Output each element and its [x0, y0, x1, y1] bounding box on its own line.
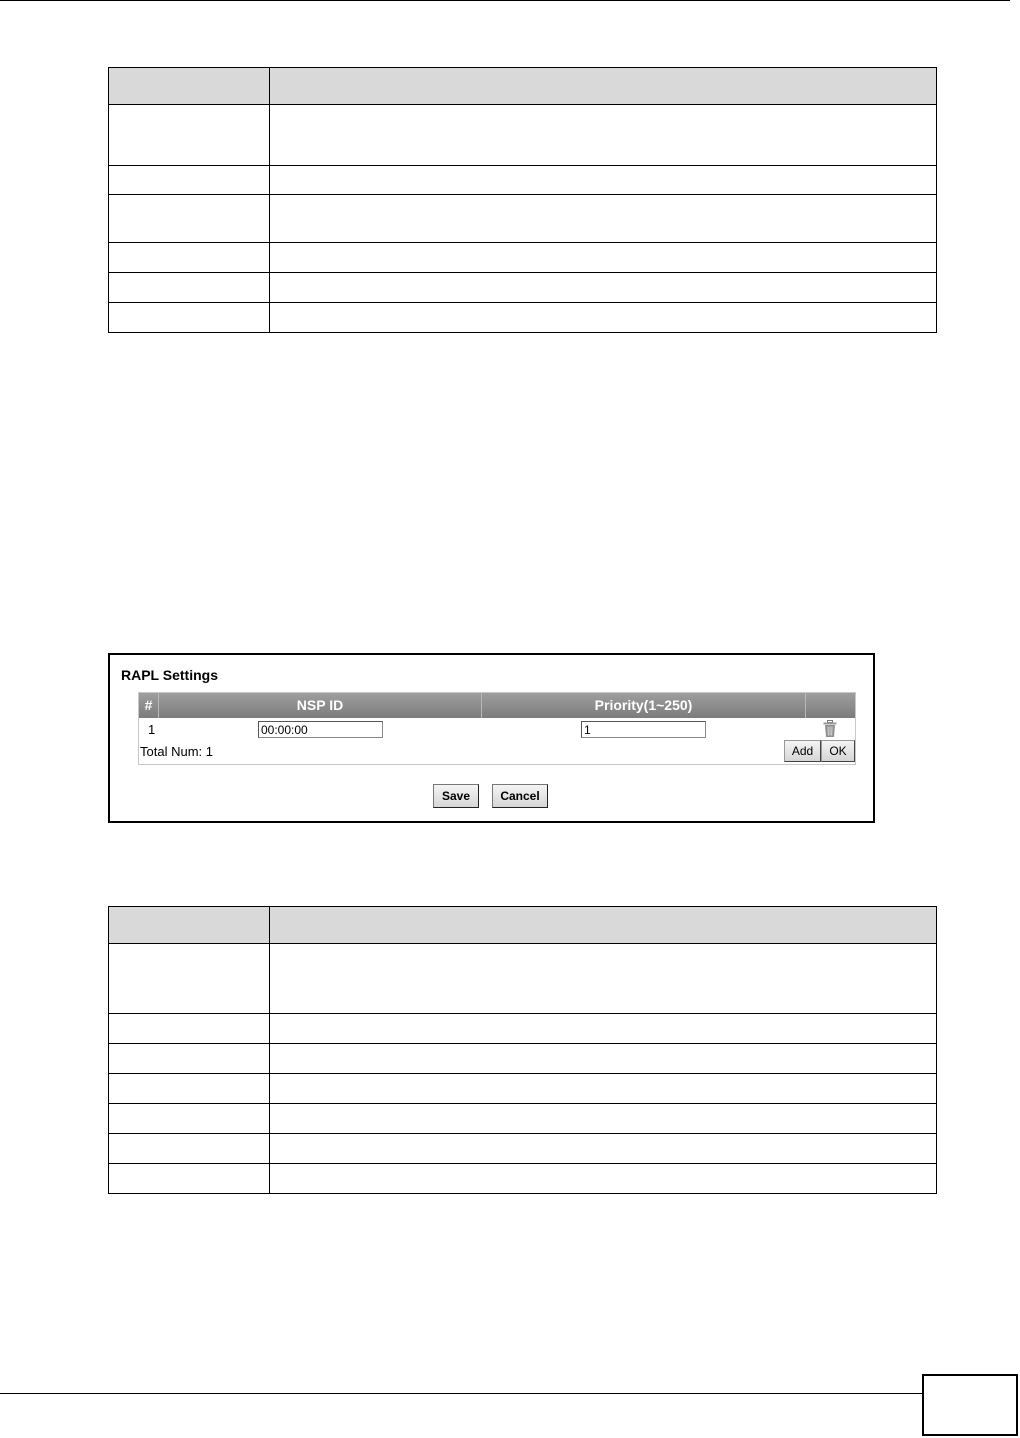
nsp-id-input[interactable] [258, 721, 383, 738]
table-header-cell [270, 68, 937, 105]
trash-icon[interactable] [823, 720, 837, 738]
table-row [109, 1014, 937, 1044]
reference-table-top [108, 67, 937, 333]
table-row [109, 195, 937, 243]
page-number-box [922, 1374, 1018, 1436]
table-cell [109, 303, 270, 333]
grid-header [139, 693, 855, 718]
table-row [109, 1134, 937, 1164]
table-cell [270, 105, 937, 166]
table-row [109, 243, 937, 273]
table-cell [109, 243, 270, 273]
table-cell [270, 1074, 937, 1104]
table-cell [109, 1014, 270, 1044]
table-header-cell [109, 907, 270, 944]
table-row [109, 1074, 937, 1104]
column-header-priority: Priority(1~250) [482, 693, 806, 718]
table-cell [109, 944, 270, 1014]
table-cell [109, 166, 270, 195]
panel-title: RAPL Settings [121, 667, 218, 683]
ok-button[interactable]: OK [821, 740, 855, 762]
table-cell [270, 1044, 937, 1074]
footer-rule [0, 1393, 922, 1394]
cancel-button[interactable]: Cancel [492, 784, 548, 808]
table-cell [270, 1134, 937, 1164]
table-cell [109, 1044, 270, 1074]
table-header-cell [109, 68, 270, 105]
nsp-priority-grid [138, 692, 856, 765]
table-cell [270, 273, 937, 303]
table-header-row [109, 68, 937, 105]
reference-table-bottom [108, 906, 937, 1194]
table-cell [109, 1104, 270, 1134]
table-row [109, 1044, 937, 1074]
table-row [109, 166, 937, 195]
table-row [109, 944, 937, 1014]
table-cell [270, 1014, 937, 1044]
table-row [109, 105, 937, 166]
row-number: 1 [148, 722, 156, 737]
table-cell [270, 303, 937, 333]
table-cell [270, 944, 937, 1014]
table-cell [270, 195, 937, 243]
column-header-nsp-id: NSP ID [159, 693, 482, 718]
table-header-row [109, 907, 937, 944]
table-cell [270, 1104, 937, 1134]
header-rule [0, 0, 1010, 1]
table-cell [109, 105, 270, 166]
table-row [109, 1164, 937, 1194]
column-header-number: # [139, 693, 159, 718]
priority-input[interactable] [581, 721, 706, 738]
table-cell [270, 166, 937, 195]
rapl-settings-panel [108, 653, 875, 823]
total-count: Total Num: 1 [140, 744, 213, 759]
column-header-action [806, 693, 855, 718]
table-row [109, 303, 937, 333]
table-row [109, 273, 937, 303]
table-row [109, 1104, 937, 1134]
table-cell [270, 243, 937, 273]
table-cell [109, 195, 270, 243]
table-cell [109, 1074, 270, 1104]
table-cell [109, 1164, 270, 1194]
table-header-cell [270, 907, 937, 944]
table-cell [109, 1134, 270, 1164]
table-cell [270, 1164, 937, 1194]
table-cell [109, 273, 270, 303]
save-button[interactable]: Save [433, 784, 479, 808]
add-button[interactable]: Add [784, 740, 821, 762]
